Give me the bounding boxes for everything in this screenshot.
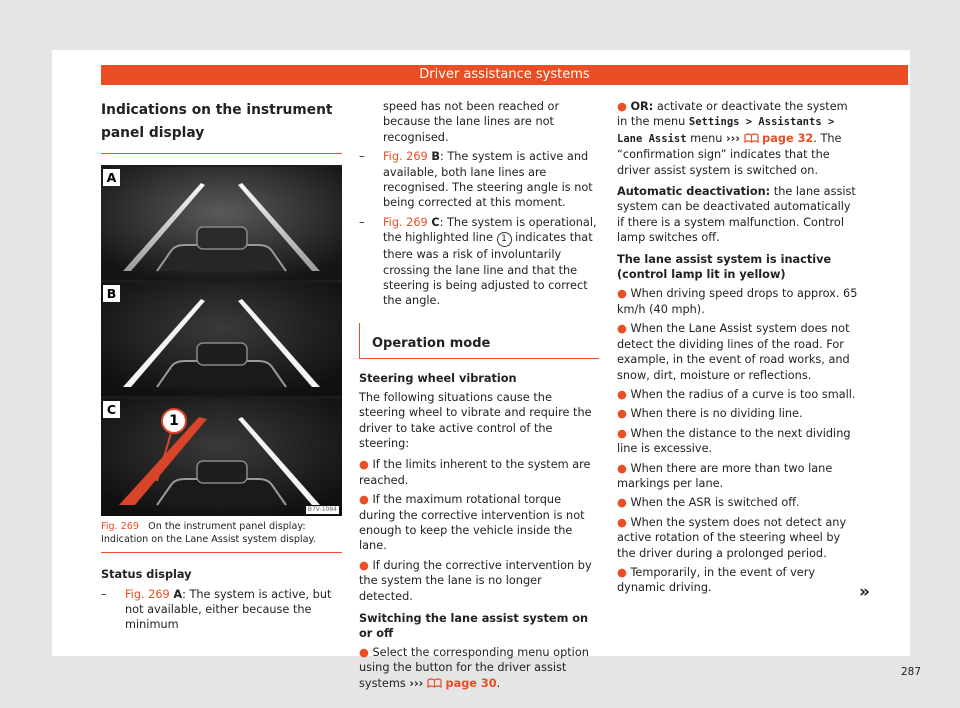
switch-item: ● Select the corresponding menu option using the button for the driver assist systems ››› page 30.	[359, 645, 589, 690]
inactive-item: ● When driving speed drops to approx. 65 km/h (40 mph).	[617, 287, 858, 316]
panel-label-a: A	[103, 169, 120, 186]
status-c-text1: : The system is operational, the highlighted line	[383, 215, 597, 245]
manual-page	[52, 50, 922, 690]
status-heading: Status display	[101, 568, 192, 582]
column-2	[359, 99, 599, 691]
panel-b-graphic	[101, 283, 342, 396]
heading-rule	[101, 153, 342, 154]
status-a-text: : The system is active, but not available, either because the minimum	[125, 587, 332, 632]
inactive-item: ● When the system does not detect any active rotation of the steering wheel by the driver during a prolonged period.	[617, 515, 847, 560]
section-header: Driver assistance systems	[101, 65, 908, 85]
auto-label: Automatic deactivation:	[617, 185, 771, 199]
figure-panel-b	[101, 283, 342, 396]
menu-path: Settings > Assistants > Lane Assist	[617, 116, 835, 145]
panel-label-c: C	[103, 401, 120, 418]
switch-arrow: ›››	[409, 676, 424, 690]
continue-mark: »	[859, 582, 870, 602]
or-page-link[interactable]: page 32	[762, 131, 814, 145]
panel-a-graphic	[101, 167, 342, 280]
caption-ref: Fig. 269	[101, 521, 139, 532]
status-b-ref[interactable]: Fig. 269	[383, 150, 428, 164]
status-item-b: – Fig. 269 B: The system is active and available, both lane lines are recognised. The steering angle is not being corrected at this moment.	[359, 150, 593, 210]
status-item-c: – Fig. 269 C: The system is operational, the highlighted line 1 indicates that there was a risk of involuntarily crossing the lane line and that the steering is being adjusted to correct the angle.	[359, 215, 597, 308]
operation-mode-heading: Operation mode	[359, 323, 599, 359]
inactive-item: ● When the distance to the next dividing line is excessive.	[617, 426, 851, 456]
inactive-heading: The lane assist system is inactive (control lamp lit in yellow)	[617, 252, 832, 282]
figure-code: B7V-1084	[307, 506, 337, 513]
column-1	[101, 95, 342, 633]
status-a-cont-text: speed has not been reached or because the lane lines are not recognised.	[383, 100, 560, 144]
vibration-intro: The following situations cause the steering wheel to vibrate and require the driver to take active control of the steering:	[359, 390, 592, 450]
or-arrow: ›››	[726, 131, 740, 145]
switch-page-link[interactable]: page 30	[445, 676, 497, 690]
status-item-a-cont	[359, 99, 599, 145]
figure-panel-a	[101, 167, 342, 280]
status-c-ref[interactable]: Fig. 269	[383, 215, 428, 229]
figure-panel-c	[101, 399, 342, 516]
inactive-item: ● When there are more than two lane markings per lane.	[617, 461, 833, 490]
or-label: OR:	[630, 100, 654, 113]
status-item-a: – Fig. 269 A: The system is active, but not available, either because the minimum	[101, 587, 332, 632]
status-a-ref[interactable]: Fig. 269	[125, 587, 170, 601]
callout-badge: 1	[497, 232, 512, 247]
inactive-item: ● When there is no dividing line.	[617, 407, 803, 421]
inactive-item: ● When the Lane Assist system does not detect the dividing lines of the road. For example, in the event of road works, and snow, dirt, moisture or reflections.	[617, 322, 850, 382]
or-item: ● OR: activate or deactivate the system in the menu Settings > Assistants > Lane Assist menu ››› page 32. The “confirmation sign” indicates that the driver assist system is switched on.	[617, 100, 848, 177]
status-b-text: : The system is active and available, both lane lines are recognised. The steering angle is not being corrected at this moment.	[383, 150, 593, 210]
panel-label-b: B	[103, 285, 120, 302]
status-b-letter: B	[431, 150, 440, 164]
vibration-item: ● If the limits inherent to the system are reached.	[359, 458, 591, 487]
book-icon	[744, 133, 759, 143]
inactive-item: ● Temporarily, in the event of very dynamic driving.	[617, 565, 816, 595]
book-icon	[427, 678, 442, 688]
status-a-letter: A	[173, 587, 183, 601]
auto-deactivation: Automatic deactivation: the lane assist system can be deactivated automatically if there is a system malfunction. Control lamp switches off.	[617, 185, 856, 245]
vibration-item: ● If the maximum rotational torque during the corrective intervention is not enough to keep the vehicle inside the lane.	[359, 493, 585, 553]
status-c-text2: indicates that there was a risk of involuntarily crossing the lane line and that the steering is being adjusted to correct the angle.	[383, 231, 593, 308]
switch-heading: Switching the lane assist system on or off	[359, 611, 589, 641]
panel-c-graphic	[101, 399, 342, 516]
column-3	[617, 99, 861, 596]
figure-caption	[101, 516, 342, 553]
inactive-item: ● When the ASR is switched off.	[617, 496, 800, 510]
callout-number: 1	[169, 413, 179, 429]
status-c-letter: C	[431, 215, 440, 229]
section-heading: Indications on the instrument panel display	[101, 102, 333, 141]
page-number: 287	[901, 666, 922, 678]
vibration-item: ● If during the corrective intervention by the system the lane is no longer detected.	[359, 558, 592, 603]
figure-269	[101, 165, 342, 516]
inactive-item: ● When the radius of a curve is too small.	[617, 387, 856, 401]
caption-text: On the instrument panel display: Indication on the Lane Assist system display.	[101, 521, 316, 545]
vibration-heading: Steering wheel vibration	[359, 372, 517, 386]
